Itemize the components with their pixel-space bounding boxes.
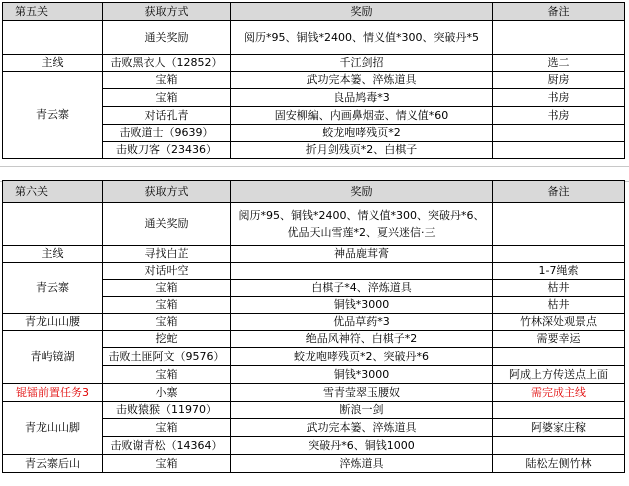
stage-5-table (2, 2, 625, 159)
reward-cell: 突破丹*6、铜钱1000 (231, 437, 493, 455)
stage-6-table (2, 180, 625, 473)
note-cell: 竹林深处观景点 (493, 314, 625, 331)
reward-cell: 优品草药*3 (231, 314, 493, 331)
section-cell: 青云寨 (3, 263, 103, 314)
table-row (3, 402, 625, 419)
reward-cell: 阅历*95、铜钱*2400、情义值*300、突破丹*5 (231, 21, 493, 55)
note-cell (493, 402, 625, 419)
method-cell: 击败黑衣人（12852） (103, 55, 231, 72)
section-cell (3, 21, 103, 55)
reward-cell: 千江剑招 (231, 55, 493, 72)
header-method: 获取方式 (103, 181, 231, 203)
reward-cell (231, 263, 493, 280)
method-cell: 小寨 (103, 384, 231, 402)
table-row (3, 331, 625, 348)
header-method: 获取方式 (103, 3, 231, 21)
method-cell: 击败谢青松（14364） (103, 437, 231, 455)
section-cell: 青龙山山脚 (3, 402, 103, 455)
method-cell: 宝箱 (103, 455, 231, 473)
note-cell: 书房 (493, 107, 625, 125)
header-stage: 第五关 (3, 3, 103, 21)
header-note: 备注 (493, 3, 625, 21)
note-cell (493, 125, 625, 142)
reward-cell: 淬炼道具 (231, 455, 493, 473)
note-cell: 枯井 (493, 280, 625, 297)
table-row (3, 314, 625, 331)
method-cell: 通关奖励 (103, 21, 231, 55)
reward-line-1: 阅历*95、铜钱*2400、情义值*300、突破丹*6、 (238, 209, 485, 222)
method-cell: 对话孔青 (103, 107, 231, 125)
reward-cell (231, 203, 493, 246)
note-cell: 厨房 (493, 72, 625, 89)
section-cell: 锟镭前置任务3 (3, 384, 103, 402)
section-cell: 主线 (3, 55, 103, 72)
method-cell: 宝箱 (103, 280, 231, 297)
reward-cell: 折月剑残页*2、白棋子 (231, 142, 493, 159)
note-cell: 1-7绳索 (493, 263, 625, 280)
method-cell: 挖蛇 (103, 331, 231, 348)
note-cell (493, 437, 625, 455)
table-header-row (3, 181, 625, 203)
method-cell: 通关奖励 (103, 203, 231, 246)
note-cell (493, 246, 625, 263)
table-row (3, 55, 625, 72)
method-cell: 对话叶空 (103, 263, 231, 280)
section-cell: 青云寨后山 (3, 455, 103, 473)
reward-cell: 武功完本篓、淬炼道具 (231, 72, 493, 89)
section-cell: 青云寨 (3, 72, 103, 159)
table-header-row (3, 3, 625, 21)
table-row (3, 246, 625, 263)
header-note: 备注 (493, 181, 625, 203)
method-cell: 击败刀客（23436） (103, 142, 231, 159)
section-cell: 青屿镜湖 (3, 331, 103, 384)
note-cell: 陆松左侧竹林 (493, 455, 625, 473)
reward-cell: 良品鸠毒*3 (231, 89, 493, 107)
note-cell (493, 21, 625, 55)
method-cell: 宝箱 (103, 297, 231, 314)
reward-cell: 铜钱*3000 (231, 297, 493, 314)
reward-cell: 雪青莹翠玉腰奴 (231, 384, 493, 402)
reward-cell: 绝品风神符、白棋子*2 (231, 331, 493, 348)
note-cell: 需要幸运 (493, 331, 625, 348)
note-cell (493, 348, 625, 366)
note-cell: 选二 (493, 55, 625, 72)
table-row (3, 21, 625, 55)
reward-cell: 断浪一剑 (231, 402, 493, 419)
section-cell: 主线 (3, 246, 103, 263)
method-cell: 击败道士（9639） (103, 125, 231, 142)
method-cell: 击败土匪阿文（9576） (103, 348, 231, 366)
table-row (3, 455, 625, 473)
reward-cell: 武功完本篓、淬炼道具 (231, 419, 493, 437)
section-cell (3, 203, 103, 246)
note-cell: 需完成主线 (493, 384, 625, 402)
method-cell: 寻找白芷 (103, 246, 231, 263)
reward-cell: 白棋子*4、淬炼道具 (231, 280, 493, 297)
note-cell (493, 203, 625, 246)
section-cell: 青龙山山腰 (3, 314, 103, 331)
method-cell: 宝箱 (103, 89, 231, 107)
note-cell (493, 142, 625, 159)
method-cell: 宝箱 (103, 419, 231, 437)
header-reward: 奖励 (231, 181, 493, 203)
reward-cell: 铜钱*3000 (231, 366, 493, 384)
method-cell: 击败猿猴（11970） (103, 402, 231, 419)
reward-cell: 蛟龙咆哮残页*2、突破丹*6 (231, 348, 493, 366)
method-cell: 宝箱 (103, 72, 231, 89)
header-reward: 奖励 (231, 3, 493, 21)
method-cell: 宝箱 (103, 314, 231, 331)
note-cell: 书房 (493, 89, 625, 107)
reward-cell: 神品鹿茸膏 (231, 246, 493, 263)
table-row (3, 203, 625, 246)
reward-cell: 蛟龙咆哮残页*2 (231, 125, 493, 142)
header-stage: 第六关 (3, 181, 103, 203)
reward-cell: 固安柳編、内画鼻烟壶、情义值*60 (231, 107, 493, 125)
note-cell: 阿成上方传送点上面 (493, 366, 625, 384)
reward-line-2: 优品天山雪莲*2、夏兴迷信·三 (287, 226, 436, 239)
table-row (3, 263, 625, 280)
table-row (3, 72, 625, 89)
method-cell: 宝箱 (103, 366, 231, 384)
note-cell: 阿婆家庄稼 (493, 419, 625, 437)
note-cell: 枯井 (493, 297, 625, 314)
table-row (3, 384, 625, 402)
